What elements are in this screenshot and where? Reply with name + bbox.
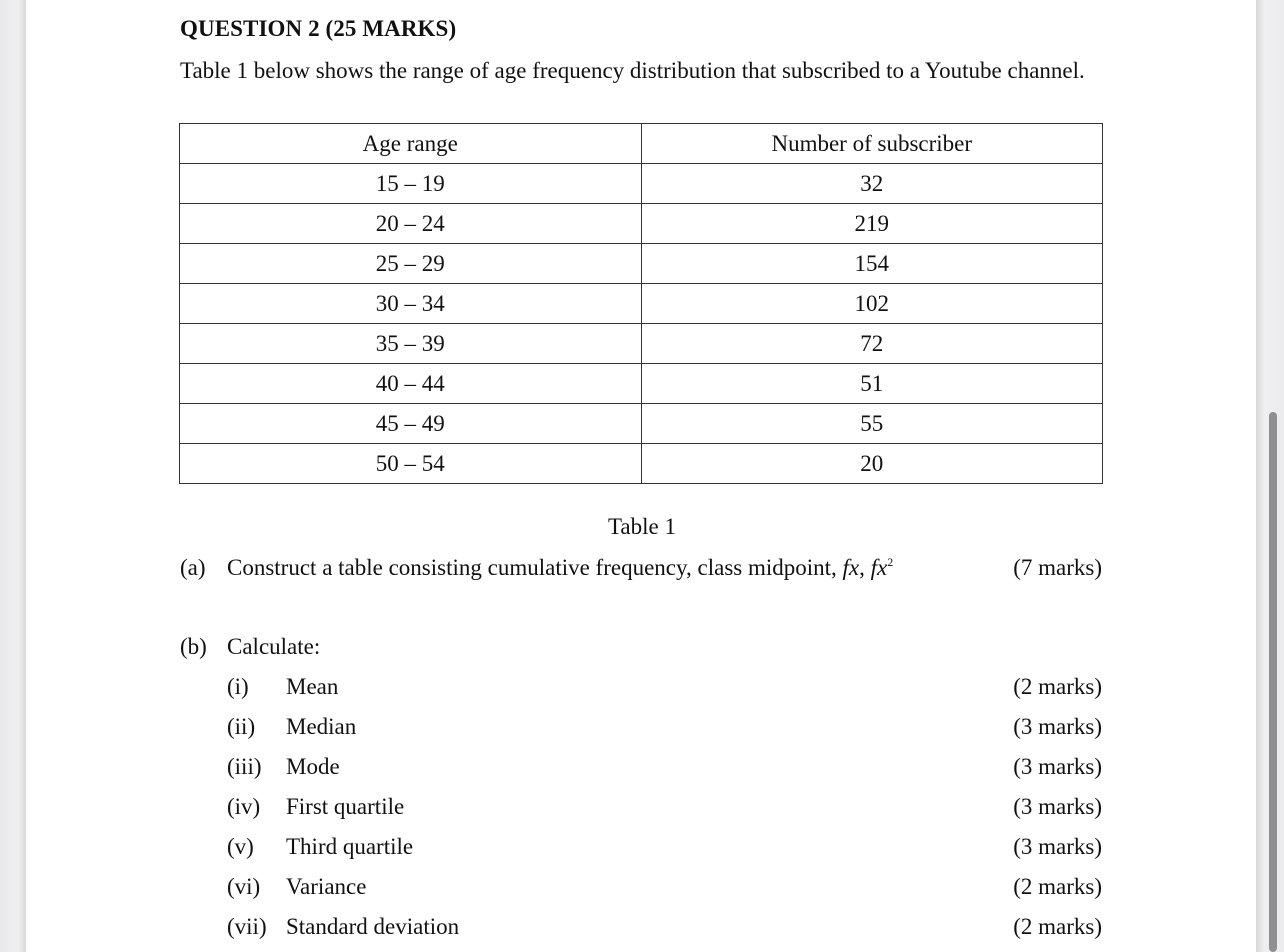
header-subscribers: Number of subscriber	[641, 124, 1103, 164]
table-row	[180, 204, 1103, 244]
math-comma: ,	[859, 555, 865, 580]
item-number: (ii)	[227, 714, 256, 739]
item-text: Mean	[286, 674, 339, 699]
table-row	[180, 404, 1103, 444]
table-row	[180, 324, 1103, 364]
item-text: Standard deviation	[286, 914, 460, 939]
item-number: (i)	[227, 674, 249, 699]
subscriber-count-cell: 102	[641, 284, 1103, 324]
math-exponent: 2	[887, 555, 894, 569]
list-item	[0, 714, 1284, 744]
frequency-table	[179, 123, 1103, 484]
subscriber-count-cell: 219	[641, 204, 1103, 244]
question-title: QUESTION 2 (25 MARKS)	[180, 16, 457, 41]
age-range-cell: 15 – 19	[180, 164, 642, 204]
item-number: (v)	[227, 834, 254, 859]
math-fx-squared: fx	[870, 555, 888, 580]
part-a-label: (a)	[180, 555, 206, 580]
item-marks: (2 marks)	[1013, 874, 1102, 899]
table-row	[180, 444, 1103, 484]
item-marks: (3 marks)	[1013, 754, 1102, 779]
item-text: First quartile	[286, 794, 405, 819]
item-text: Variance	[286, 874, 367, 899]
subscriber-count-cell: 55	[641, 404, 1103, 444]
part-b	[0, 634, 1284, 664]
math-fx: fx	[842, 555, 860, 580]
age-range-cell: 35 – 39	[180, 324, 642, 364]
item-marks: (3 marks)	[1013, 794, 1102, 819]
subscriber-count-cell: 154	[641, 244, 1103, 284]
item-marks: (2 marks)	[1013, 914, 1102, 939]
item-number: (vi)	[227, 874, 261, 899]
item-marks: (2 marks)	[1013, 674, 1102, 699]
item-text: Mode	[286, 754, 340, 779]
table-header-row	[180, 124, 1103, 164]
list-item	[0, 834, 1284, 864]
part-a-text	[227, 555, 893, 581]
item-number: (iv)	[227, 794, 261, 819]
part-b-text: Calculate:	[227, 634, 321, 659]
item-text: Third quartile	[286, 834, 414, 859]
header-age-range: Age range	[180, 124, 642, 164]
list-item	[0, 754, 1284, 784]
list-item	[0, 794, 1284, 824]
question-intro: Table 1 below shows the range of age frequency distribution that subscribed to a Youtube channel.	[180, 58, 1085, 83]
item-number: (vii)	[227, 914, 267, 939]
part-a	[0, 555, 1284, 585]
item-marks: (3 marks)	[1013, 834, 1102, 859]
age-range-cell: 40 – 44	[180, 364, 642, 404]
subscriber-count-cell: 20	[641, 444, 1103, 484]
item-text: Median	[286, 714, 357, 739]
subscriber-count-cell: 72	[641, 324, 1103, 364]
part-a-instruction: Construct a table consisting cumulative frequency, class midpoint,	[227, 555, 837, 580]
subscriber-count-cell: 32	[641, 164, 1103, 204]
list-item	[0, 674, 1284, 704]
age-range-cell: 45 – 49	[180, 404, 642, 444]
table-row	[180, 364, 1103, 404]
part-a-marks: (7 marks)	[1013, 555, 1102, 580]
age-range-cell: 30 – 34	[180, 284, 642, 324]
table-row	[180, 284, 1103, 324]
table-row	[180, 164, 1103, 204]
item-marks: (3 marks)	[1013, 714, 1102, 739]
list-item	[0, 914, 1284, 944]
part-b-label: (b)	[180, 634, 207, 659]
subscriber-count-cell: 51	[641, 364, 1103, 404]
age-range-cell: 50 – 54	[180, 444, 642, 484]
age-range-cell: 25 – 29	[180, 244, 642, 284]
table-caption: Table 1	[607, 514, 676, 539]
age-range-cell: 20 – 24	[180, 204, 642, 244]
list-item	[0, 874, 1284, 904]
table-row	[180, 244, 1103, 284]
item-number: (iii)	[227, 754, 262, 779]
